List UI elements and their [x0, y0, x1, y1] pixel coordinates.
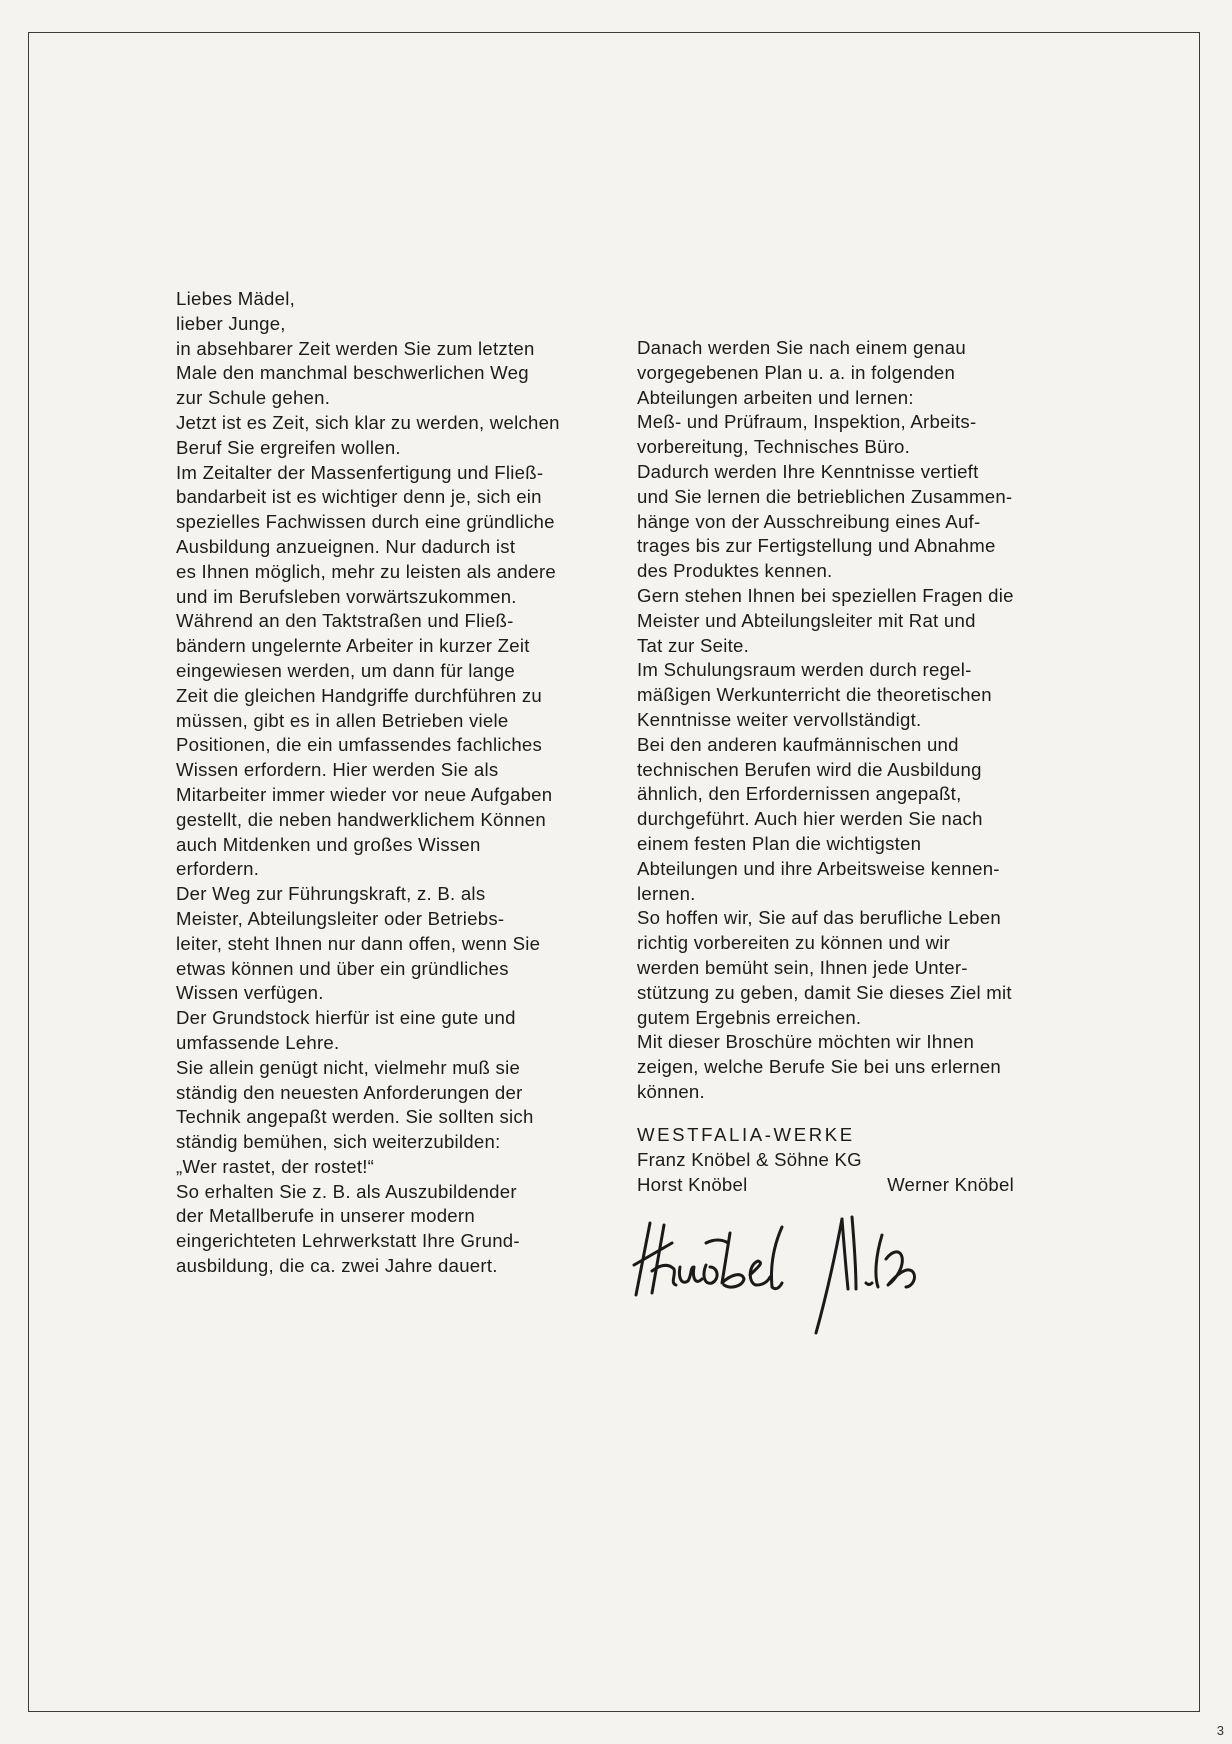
right-column-line: Meß- und Prüfraum, Inspektion, Arbeits- — [637, 411, 977, 433]
left-column-line: Technik angepaßt werden. Sie sollten sich — [176, 1106, 534, 1128]
left-column-line: auch Mitdenken und großes Wissen — [176, 833, 481, 855]
left-column-line: Während an den Taktstraßen und Fließ- — [176, 610, 514, 632]
left-column-line: Wissen verfügen. — [176, 982, 324, 1004]
right-column-line: mäßigen Werkunterricht die theoretischen — [637, 684, 992, 706]
signer-names — [637, 1172, 1014, 1197]
left-column-line: Positionen, die ein umfassendes fachliches — [176, 734, 543, 756]
left-column-line: Meister, Abteilungsleiter oder Betriebs- — [176, 907, 505, 929]
left-column-line: Der Weg zur Führungskraft, z. B. als — [176, 883, 486, 905]
left-column-line: Mitarbeiter immer wieder vor neue Aufgaben — [176, 783, 553, 805]
right-column-line: zeigen, welche Berufe Sie bei uns erlernen — [637, 1056, 1001, 1078]
right-column-line: So hoffen wir, Sie auf das berufliche Leben — [637, 907, 1001, 929]
left-column-line: spezielles Fachwissen durch eine gründliche — [176, 511, 555, 533]
right-column-line: technischen Berufen wird die Ausbildung — [637, 758, 982, 780]
right-column-line: Meister und Abteilungsleiter mit Rat und — [637, 609, 976, 631]
right-column-line: Kenntnisse weiter vervollständigt. — [637, 708, 922, 730]
right-column-line: Abteilungen und ihre Arbeitsweise kennen- — [637, 857, 1000, 879]
right-column-line: können. — [637, 1080, 705, 1102]
left-column-line: „Wer rastet, der rostet!“ — [176, 1155, 375, 1177]
signer-2-name: Werner Knöbel — [887, 1174, 1014, 1195]
left-column-line: es Ihnen möglich, mehr zu leisten als andere — [176, 560, 556, 582]
left-column-line: und im Berufsleben vorwärtszukommen. — [176, 585, 517, 607]
letter-left-column — [176, 287, 560, 1279]
right-column-line: einem festen Plan die wichtigsten — [637, 832, 922, 854]
left-column-line: zur Schule gehen. — [176, 387, 331, 409]
right-column-line: vorbereitung, Technisches Büro. — [637, 436, 911, 458]
right-column-line: trages bis zur Fertigstellung und Abnahme — [637, 535, 996, 557]
left-column-line: Ausbildung anzueignen. Nur dadurch ist — [176, 535, 516, 557]
left-column-line: umfassende Lehre. — [176, 1031, 340, 1053]
left-column-line: eingerichteten Lehrwerkstatt Ihre Grund- — [176, 1230, 520, 1252]
left-column-line: Sie allein genügt nicht, vielmehr muß sie — [176, 1056, 521, 1078]
right-column-line: lernen. — [637, 882, 696, 904]
right-column-line: vorgegebenen Plan u. a. in folgenden — [637, 361, 956, 383]
left-column-line: Jetzt ist es Zeit, sich klar zu werden, welchen — [176, 411, 560, 433]
signature-werner-knoebel — [816, 1217, 914, 1333]
left-column-line: ausbildung, die ca. zwei Jahre dauert. — [176, 1255, 498, 1277]
right-column-line: Abteilungen arbeiten und lernen: — [637, 386, 914, 408]
left-column-line: müssen, gibt es in allen Betrieben viele — [176, 709, 509, 731]
letter-right-column — [637, 336, 1014, 1105]
right-column-line: gutem Ergebnis erreichen. — [637, 1006, 862, 1028]
signature-horst-knoebel — [634, 1223, 782, 1295]
left-column-line: bandarbeit ist es wichtiger denn je, sich ein — [176, 486, 542, 508]
right-column-line: Im Schulungsraum werden durch regel- — [637, 659, 972, 681]
letter-closing — [637, 1122, 1017, 1197]
page-number: 3 — [1216, 1723, 1224, 1738]
left-column-line: Der Grundstock hierfür ist eine gute und — [176, 1007, 516, 1029]
left-column-line: ständig den neuesten Anforderungen der — [176, 1081, 523, 1103]
left-column-line: eingewiesen werden, um dann für lange — [176, 659, 515, 681]
left-column-line: Male den manchmal beschwerlichen Weg — [176, 362, 529, 384]
left-column-line: Zeit die gleichen Handgriffe durchführen zu — [176, 684, 542, 706]
right-column-line: Mit dieser Broschüre möchten wir Ihnen — [637, 1031, 975, 1053]
left-column-line: etwas können und über ein gründliches — [176, 957, 509, 979]
right-column-line: Danach werden Sie nach einem genau — [637, 337, 966, 358]
left-column-line: in absehbarer Zeit werden Sie zum letzten — [176, 337, 535, 359]
left-column-line: lieber Junge, — [176, 312, 286, 334]
right-column-line: hänge von der Ausschreibung eines Auf- — [637, 510, 981, 532]
right-column-line: Gern stehen Ihnen bei speziellen Fragen die — [637, 584, 1014, 606]
left-column-line: Wissen erfordern. Hier werden Sie als — [176, 759, 499, 781]
left-column-line: ständig bemühen, sich weiterzubilden: — [176, 1131, 501, 1153]
right-column-line: richtig vorbereiten zu können und wir — [637, 932, 951, 954]
left-column-line: bändern ungelernte Arbeiter in kurzer Zeit — [176, 635, 530, 657]
right-column-line: des Produktes kennen. — [637, 560, 833, 582]
left-column-line: Beruf Sie ergreifen wollen. — [176, 436, 401, 458]
right-column-line: Bei den anderen kaufmännischen und — [637, 733, 959, 755]
signer-1-name: Horst Knöbel — [637, 1174, 748, 1195]
right-column-line: und Sie lernen die betrieblichen Zusammen- — [637, 485, 1013, 507]
left-column-line: leiter, steht Ihnen nur dann offen, wenn Sie — [176, 932, 541, 954]
left-column-line: Liebes Mädel, — [176, 288, 296, 309]
right-column-line: werden bemüht sein, Ihnen jede Unter- — [637, 956, 968, 978]
left-column-line: So erhalten Sie z. B. als Auszubildender — [176, 1180, 517, 1202]
right-column-line: Tat zur Seite. — [637, 634, 750, 656]
left-column-line: gestellt, die neben handwerklichem Können — [176, 808, 546, 830]
left-column-line: erfordern. — [176, 858, 260, 880]
right-column-line: Dadurch werden Ihre Kenntnisse vertieft — [637, 460, 979, 482]
left-column-line: der Metallberufe in unserer modern — [176, 1205, 475, 1227]
right-column-line: durchgeführt. Auch hier werden Sie nach — [637, 808, 983, 830]
right-column-line: stützung zu geben, damit Sie dieses Ziel mit — [637, 981, 1012, 1003]
left-column-line: Im Zeitalter der Massenfertigung und Fließ- — [176, 461, 544, 483]
firm-name: Franz Knöbel & Söhne KG — [637, 1149, 862, 1170]
handwritten-signatures — [630, 1205, 990, 1355]
right-column-line: ähnlich, den Erfordernissen angepaßt, — [637, 783, 962, 805]
company-name: WESTFALIA-WERKE — [637, 1124, 855, 1145]
